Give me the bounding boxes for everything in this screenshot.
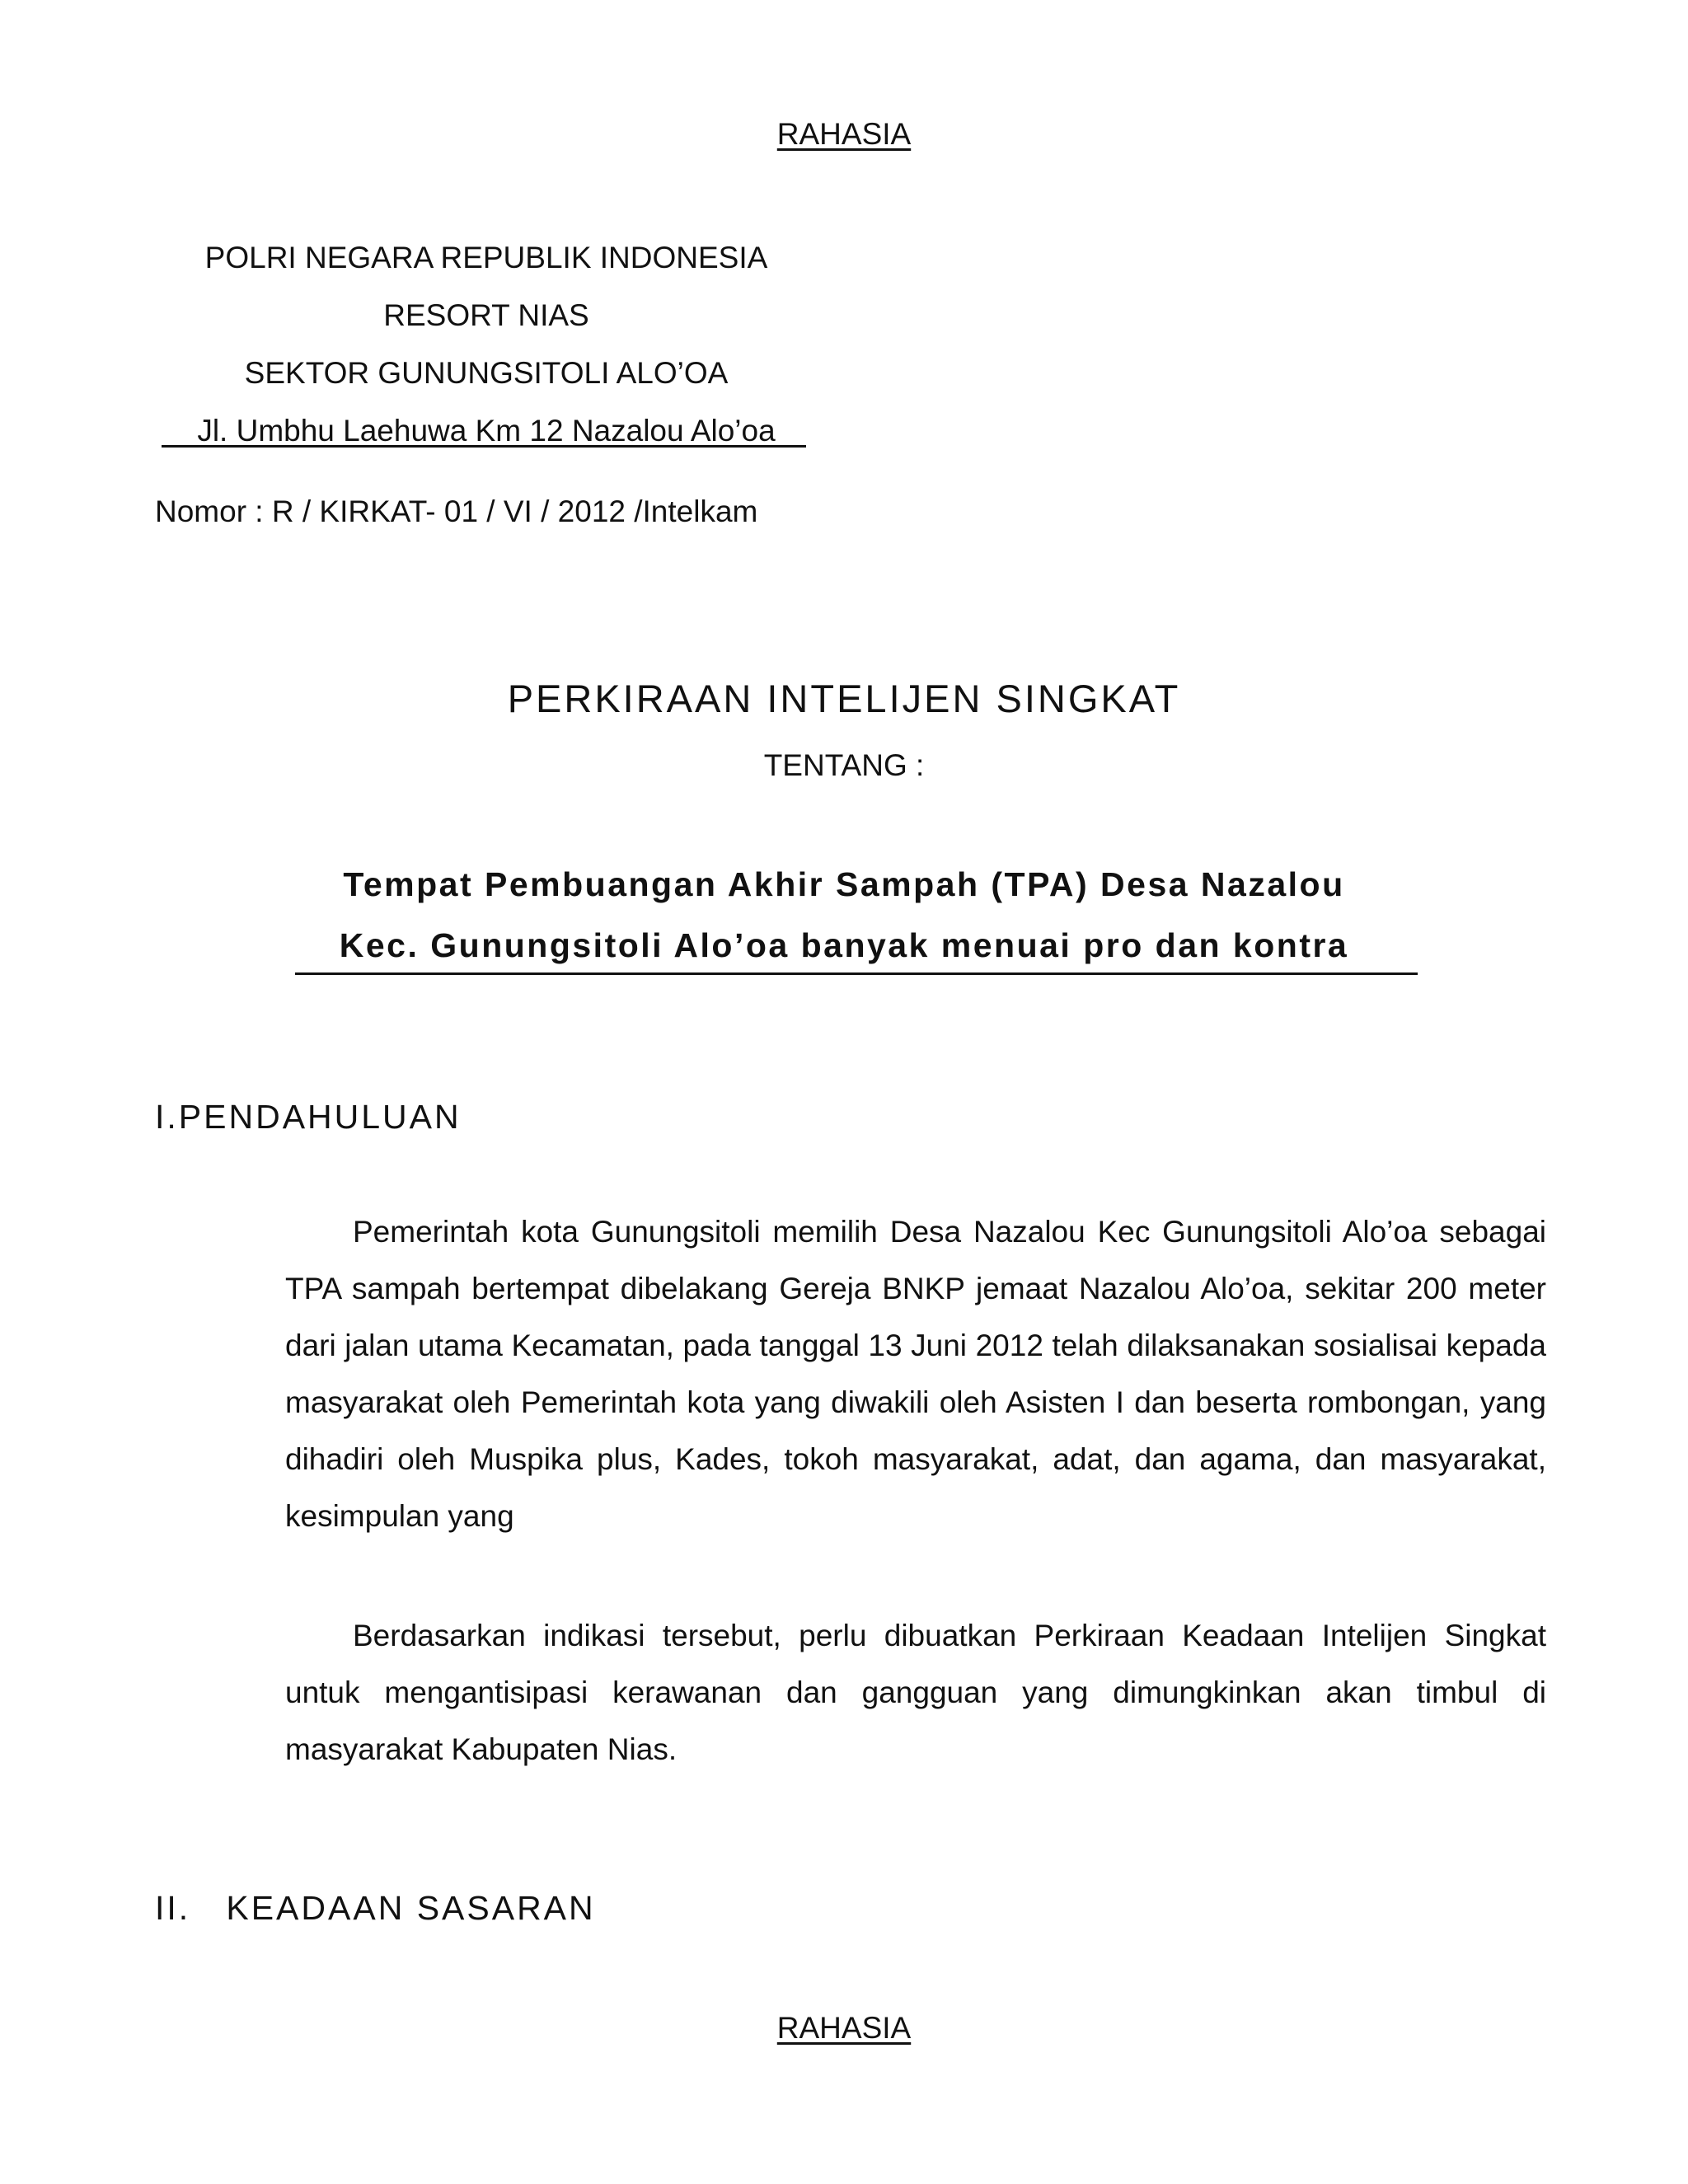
document-number: Nomor : R / KIRKAT- 01 / VI / 2012 /Intelkam: [155, 494, 758, 528]
letterhead: [157, 229, 816, 460]
document-title: PERKIRAAN INTELIJEN SINGKAT: [507, 677, 1181, 720]
classification-header: RAHASIA: [776, 117, 912, 151]
section-heading-target-situation: II. KEADAAN SASARAN: [155, 1889, 596, 1927]
subject-line-2: Kec. Gunungsitoli Alo’oa banyak menuai pro dan kontra: [339, 926, 1349, 964]
introduction-paragraph-2: Berdasarkan indikasi tersebut, perlu dibuatkan Perkiraan Keadaan Intelijen Singkat untuk mengantisipasi kerawanan dan gangguan yang dimungkinkan akan timbul di masyarakat Kabupaten Nias.: [285, 1619, 1546, 1766]
classification-footer: RAHASIA: [776, 2011, 912, 2045]
letterhead-line-institution: POLRI NEGARA REPUBLIK INDONESIA: [204, 241, 768, 274]
subject-divider: [295, 972, 1418, 975]
introduction-paragraph-1: Pemerintah kota Gunungsitoli memilih Desa Nazalou Kec Gunungsitoli Alo’oa sebagai TPA sampah bertempat dibelakang Gereja BNKP jemaat Nazalou Alo’oa, sekitar 200 meter dari jalan utama Kecamatan, pada tanggal 13 Juni 2012 telah dilaksanakan sosialisai kepada masyarakat oleh Pemerintah kota yang diwakili oleh Asisten I dan beserta rombongan, yang dihadiri oleh Muspika plus, Kades, tokoh masyarakat, adat, dan agama, dan masyarakat, kesimpulan yang: [285, 1215, 1546, 1533]
letterhead-divider: [162, 445, 806, 448]
subject-line-1: Tempat Pembuangan Akhir Sampah (TPA) Desa Nazalou: [343, 865, 1345, 903]
letterhead-line-sector: SEKTOR GUNUNGSITOLI ALO’OA: [244, 356, 729, 390]
letterhead-line-address: Jl. Umbhu Laehuwa Km 12 Nazalou Alo’oa: [197, 414, 776, 448]
document-about-label: TENTANG :: [763, 748, 925, 782]
section-heading-introduction: I.PENDAHULUAN: [155, 1098, 462, 1136]
letterhead-line-resort: RESORT NIAS: [383, 298, 589, 332]
